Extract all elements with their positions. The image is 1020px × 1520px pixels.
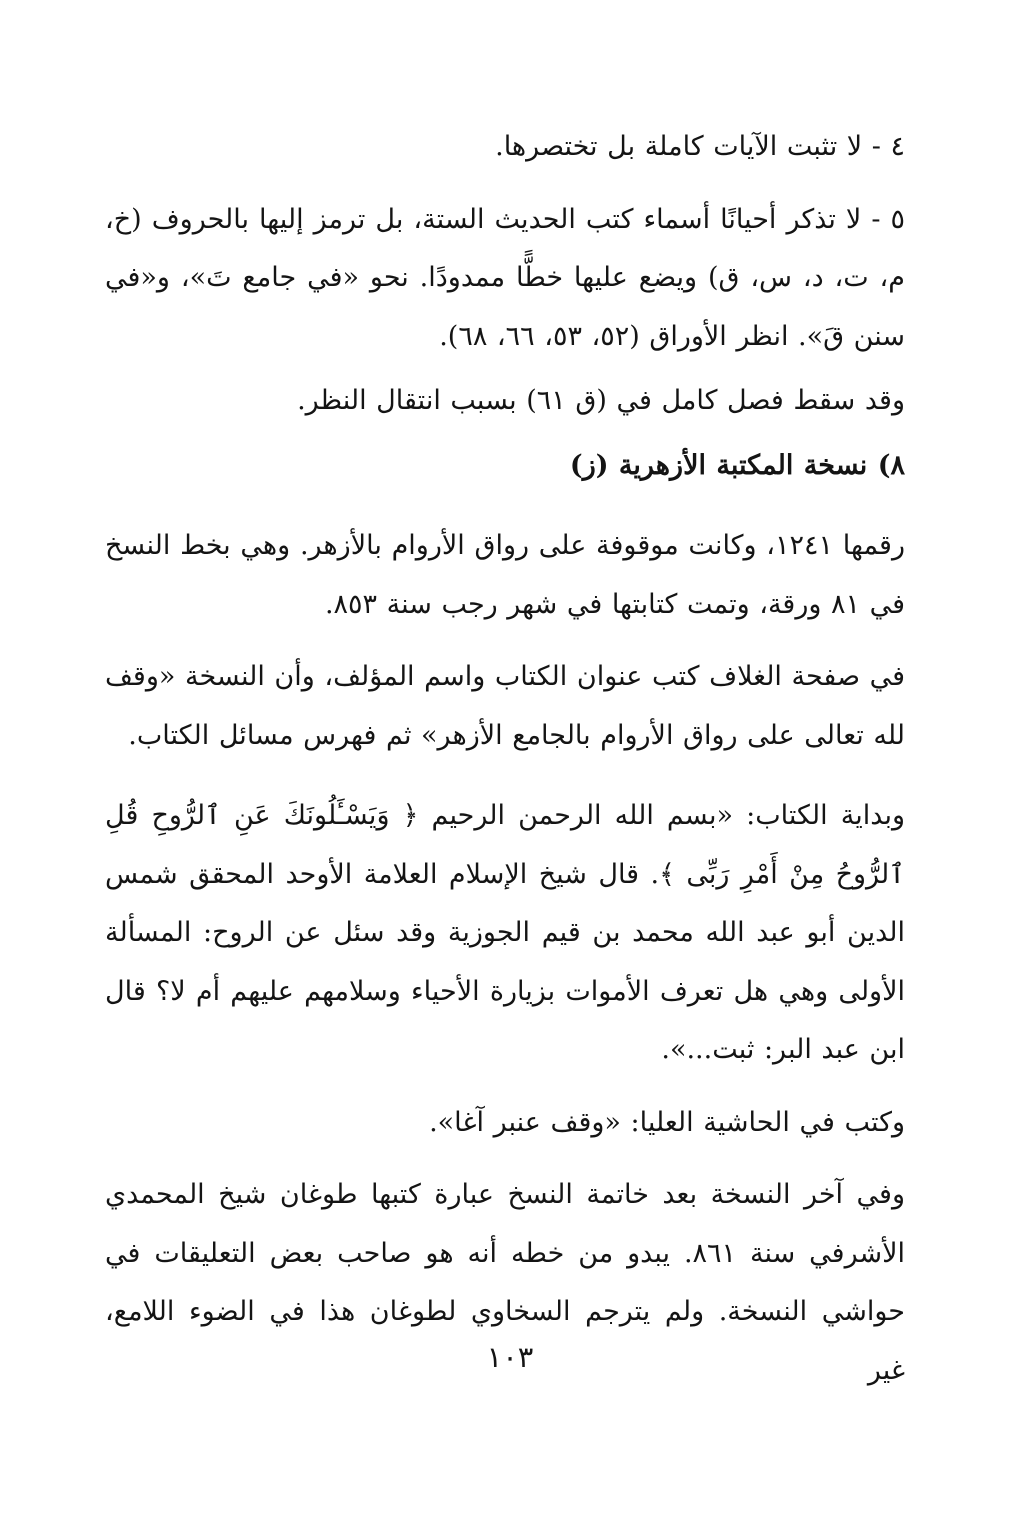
colophon-paragraph: وفي آخر النسخة بعد خاتمة النسخ عبارة كتبها طوغان شيخ المحمدي الأشرفي سنة ٨٦١. يبدو من خطه أنه هو صاحب بعض التعليقات في حواشي النسخة. ولم يترجم السخاوي لطوغان هذا في الضوء اللامع، غير	[105, 1179, 905, 1386]
list-item-5: ٥ - لا تذكر أحيانًا أسماء كتب الحديث الستة، بل ترمز إليها بالحروف (خ، م، ت، د، س، ق) ويضع عليها خطًّا ممدودًا. نحو «في جامع تَ»، و«في سنن قَ». انظر الأوراق (٥٢، ٥٣، ٦٦، ٦٨).	[105, 203, 905, 352]
list-item-4: ٤ - لا تثبت الآيات كاملة بل تختصرها.	[495, 131, 905, 162]
cover-page-paragraph: في صفحة الغلاف كتب عنوان الكتاب واسم المؤلف، وأن النسخة «وقف لله تعالى على رواق الأروام بالجامع الأزهر» ثم فهرس مسائل الكتاب.	[104, 661, 905, 751]
page-number: ١٠٣	[486, 1340, 534, 1374]
missing-section-note: وقد سقط فصل كامل في (ق ٦١) بسبب انتقال النظر.	[297, 385, 905, 416]
manuscript-description: رقمها ١٢٤١، وكانت موقوفة على رواق الأروام بالأزهر. وهي بخط النسخ في ٨١ ورقة، وتمت كتابتها في شهر رجب سنة ٨٥٣.	[105, 530, 906, 620]
section-heading: ٨) نسخة المكتبة الأزهرية (ز)	[569, 449, 905, 481]
page-body	[105, 118, 905, 1400]
book-beginning-paragraph: وبداية الكتاب: «بسم الله الرحمن الرحيم ﴿ وَيَسْـَٔلُونَكَ عَنِ ٱلرُّوحِ قُلِ ٱلرُّوحُ مِنْ أَمْرِ رَبِّى ﴾. قال شيخ الإسلام العلامة الأوحد المحقق شمس الدين أبو عبد الله محمد بن قيم الجوزية وقد سئل عن الروح: المسألة الأولى وهي هل تعرف الأموات بزيارة الأحياء وسلامهم عليهم أم لا؟ قال ابن عبد البر: ثبت...».	[105, 800, 905, 1065]
top-margin-note: وكتب في الحاشية العليا: «وقف عنبر آغا».	[429, 1106, 905, 1138]
